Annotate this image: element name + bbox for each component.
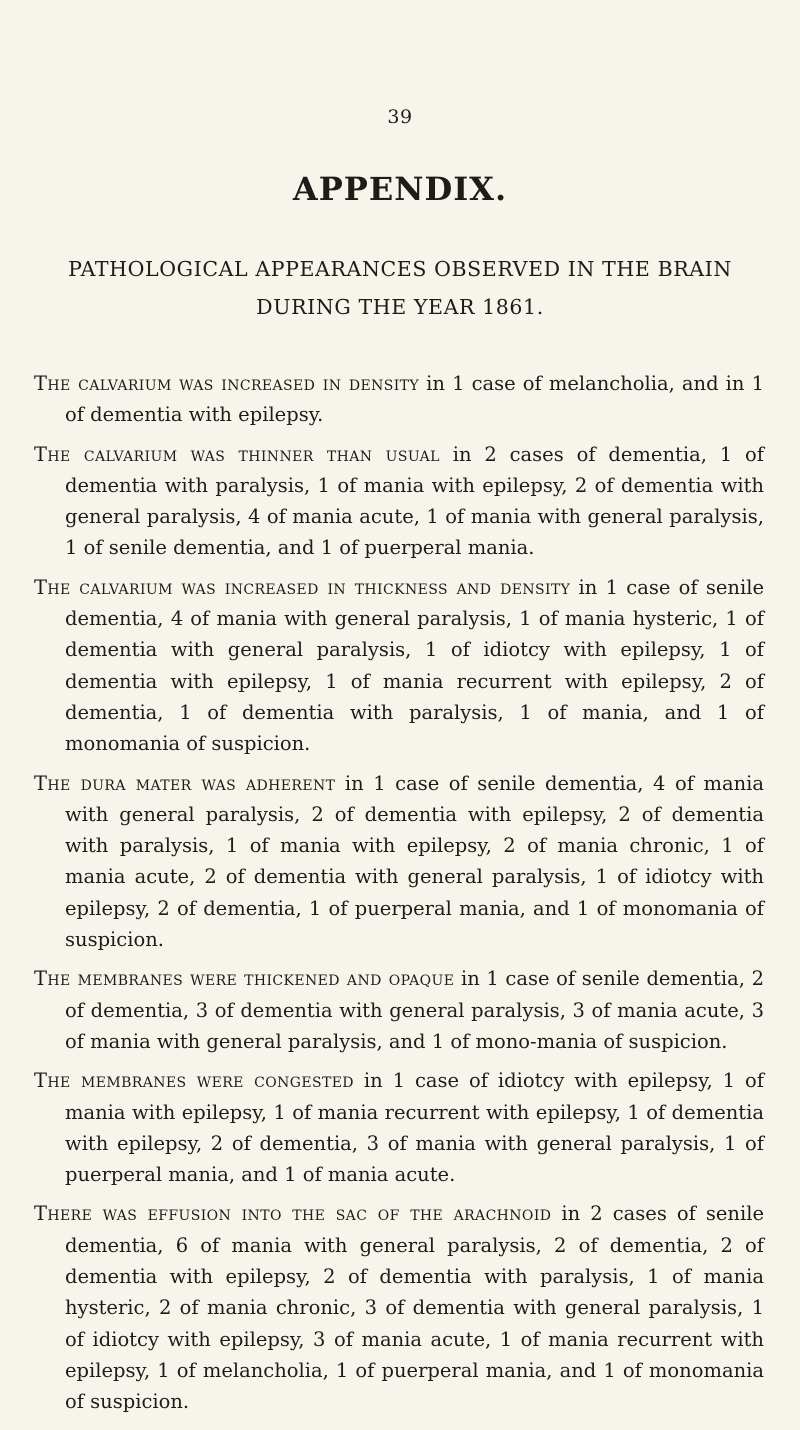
entry-lead: The dura mater was adherent — [34, 771, 336, 795]
entry-lead: The calvarium was increased in thickness and density — [34, 575, 571, 599]
entry-lead: The calvarium was increased in density — [34, 372, 420, 395]
entry — [34, 963, 764, 1057]
page-number: 39 — [387, 106, 413, 128]
entry-text: in 1 case of senile dementia, 4 of mania with general paralysis, 2 of dementia with epilepsy, 2 of dementia with paralysis, 1 of mania with epilepsy, 2 of mania chronic, 1 of mania acute, 2 of dementia with general paralysis, 1 of idiotcy with epilepsy, 2 of dementia, 1 of puerperal mania, and 1 of monomania of suspicion. — [65, 771, 764, 952]
section-subtitle: PATHOLOGICAL APPEARANCES OBSERVED IN THE BRAIN DURING THE YEAR 1861. — [68, 257, 732, 319]
entry-text: in 1 case of senile dementia, 2 of dementia, 3 of dementia with general paralysis, 3 of mania acute, 3 of mania with general paralysis, and 1 of mono-mania of suspicion. — [65, 967, 764, 1053]
entry-lead: The calvarium was thinner than usual — [34, 442, 440, 466]
entry-text: in 2 cases of senile dementia, 6 of mania with general paralysis, 2 of dementia, 2 of dementia with epilepsy, 2 of dementia with paralysis, 1 of mania hysteric, 2 of mania chronic, 3 of dementia with general paralysis, 1 of idiotcy with epilepsy, 3 of mania acute, 1 of mania recurrent with epilepsy, 1 of melancholia, 1 of puerperal mania, and 1 of monomania of suspicion. — [65, 1202, 764, 1414]
entry-text: in 1 case of idiotcy with epilepsy, 1 of mania with epilepsy, 1 of mania recurrent with epilepsy, 1 of dementia with epilepsy, 2 of dementia, 3 of mania with general paralysis, 1 of puerperal mania, and 1 of mania acute. — [65, 1069, 764, 1187]
entry — [34, 572, 764, 760]
entry-lead: There was effusion into the sac of the arachnoid — [34, 1202, 552, 1226]
entry-lead: The membranes were thickened and opaque — [34, 967, 455, 991]
entry-list — [34, 368, 764, 1426]
page-title: APPENDIX. — [292, 170, 508, 208]
entry — [34, 1065, 764, 1190]
entry-text: in 2 cases of dementia, 1 of dementia with paralysis, 1 of mania with epilepsy, 2 of dementia with general paralysis, 4 of mania acute, 1 of mania with general paralysis, 1 of senile dementia, and 1 of puerperal mania. — [65, 442, 764, 560]
entry — [34, 1198, 764, 1417]
entry — [34, 439, 764, 564]
entry-text: in 1 case of senile dementia, 4 of mania with general paralysis, 1 of mania hysteric, 1 of dementia with general paralysis, 1 of idiotcy with epilepsy, 1 of dementia with epilepsy, 1 of mania recurrent with epilepsy, 2 of dementia, 1 of dementia with paralysis, 1 of mania, and 1 of monomania of suspicion. — [65, 575, 764, 756]
entry-lead: The membranes were congested — [34, 1069, 354, 1093]
entry-text: in 1 case of melancholia, and in 1 of dementia with epilepsy. — [65, 372, 764, 427]
entry — [34, 768, 764, 956]
entry — [34, 368, 764, 431]
